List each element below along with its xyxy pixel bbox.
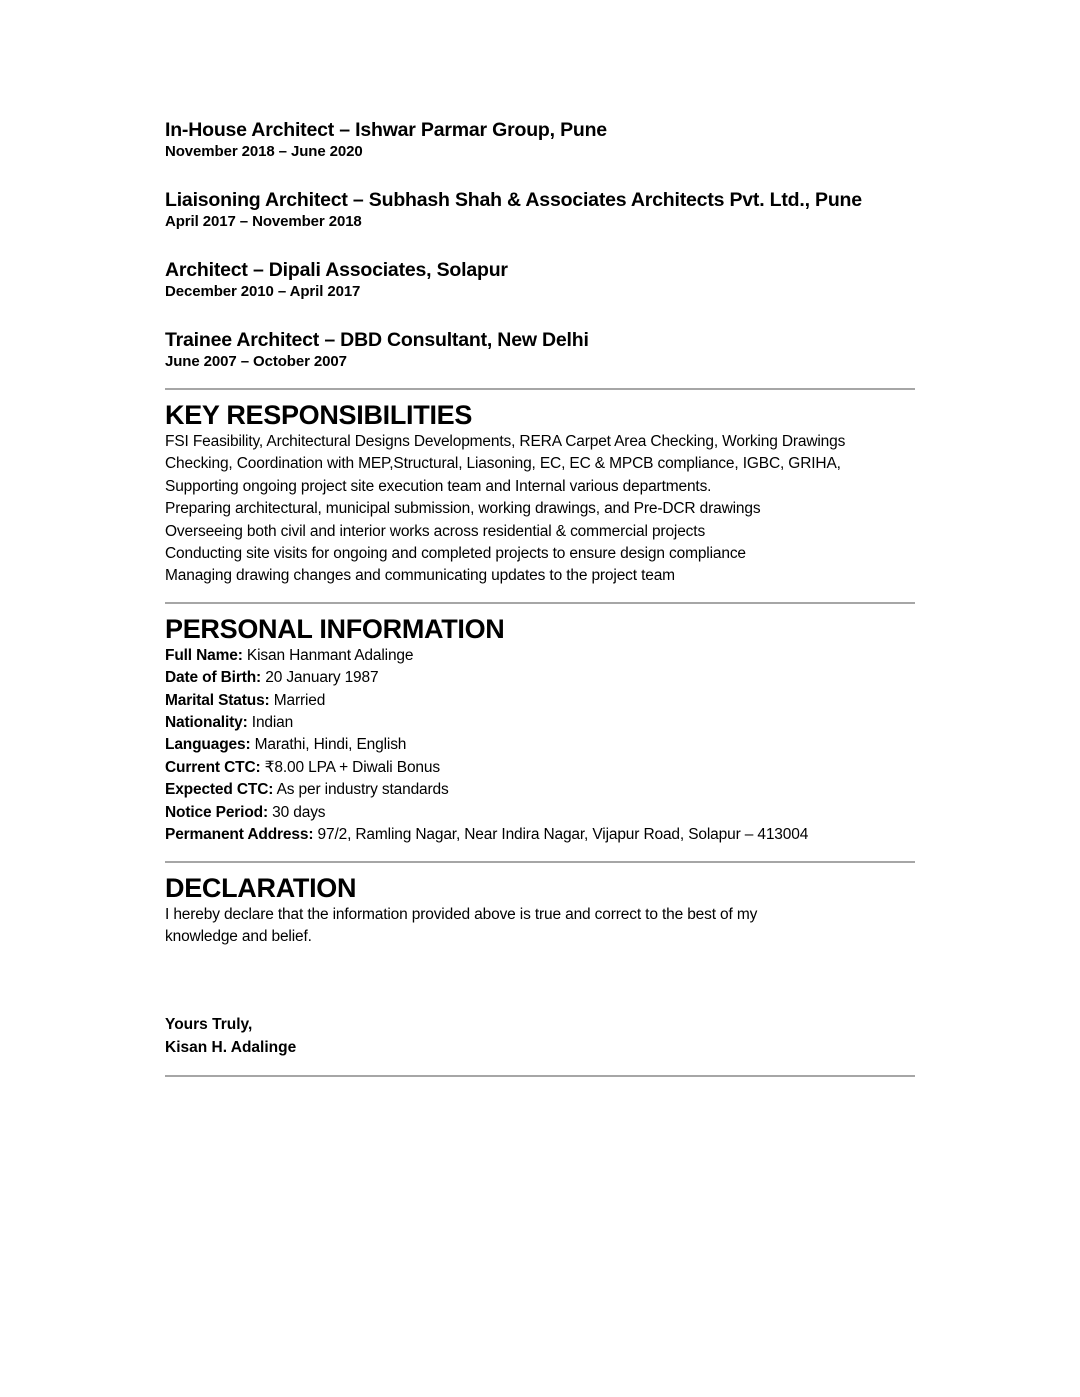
info-row-address <box>165 824 915 846</box>
responsibility-line: Supporting ongoing project site execution team and Internal various departments. <box>165 477 712 495</box>
info-value: Kisan Hanmant Adalinge <box>246 646 414 664</box>
responsibility-line: Overseeing both civil and interior works across residential & commercial projects <box>165 522 706 540</box>
responsibility-line: Preparing architectural, municipal submission, working drawings, and Pre-DCR drawings <box>165 500 761 518</box>
info-label: Current CTC: <box>165 758 261 776</box>
info-row-languages <box>165 734 915 756</box>
info-value: Indian <box>251 714 294 732</box>
section-heading: DECLARATION <box>165 872 357 903</box>
resume-content <box>165 118 915 1077</box>
responsibility-line: Conducting site visits for ongoing and completed projects to ensure design compliance <box>165 545 746 563</box>
closing-text: Yours Truly, <box>165 1016 253 1034</box>
section-heading: PERSONAL INFORMATION <box>165 613 505 644</box>
info-value: 30 days <box>272 803 326 821</box>
info-label: Languages: <box>165 736 251 754</box>
info-label: Date of Birth: <box>165 669 262 687</box>
job-dates: April 2017 – November 2018 <box>165 213 362 230</box>
experience-entry <box>165 118 915 162</box>
responsibility-line: FSI Feasibility, Architectural Designs Developments, RERA Carpet Area Checking, Working Drawings <box>165 433 846 450</box>
info-row-nationality <box>165 712 915 734</box>
info-label: Nationality: <box>165 714 248 732</box>
info-label: Permanent Address: <box>165 826 314 844</box>
responsibility-line: Managing drawing changes and communicating updates to the project team <box>165 567 675 585</box>
info-label: Notice Period: <box>165 803 268 821</box>
signature-name: Kisan H. Adalinge <box>165 1038 297 1056</box>
info-value: 97/2, Ramling Nagar, Near Indira Nagar, Vijapur Road, Solapur – 413004 <box>317 826 809 844</box>
job-dates: December 2010 – April 2017 <box>165 283 361 300</box>
info-label: Marital Status: <box>165 691 270 709</box>
responsibility-line: Checking, Coordination with MEP,Structural, Liasoning, EC, EC & MPCB compliance, IGBC, GRIHA, <box>165 455 841 473</box>
info-label: Expected CTC: <box>165 781 274 799</box>
declaration-line: knowledge and belief. <box>165 927 312 945</box>
job-title: Trainee Architect – DBD Consultant, New Delhi <box>165 329 589 351</box>
info-value: Marathi, Hindi, English <box>254 736 407 754</box>
experience-entry <box>165 188 915 232</box>
job-title: Liaisoning Architect – Subhash Shah & Associates Architects Pvt. Ltd., Pune <box>165 189 862 211</box>
info-row-full-name <box>165 645 915 667</box>
personal-info-section <box>165 613 915 847</box>
info-row-notice-period <box>165 802 915 824</box>
info-row-marital-status <box>165 690 915 712</box>
info-value: 20 January 1987 <box>265 669 379 687</box>
section-divider <box>165 861 915 863</box>
declaration-line: I hereby declare that the information provided above is true and correct to the best of my <box>165 905 758 923</box>
declaration-section <box>165 872 915 1060</box>
section-divider <box>165 388 915 390</box>
job-dates: June 2007 – October 2007 <box>165 353 347 370</box>
experience-entry <box>165 328 915 372</box>
responsibilities-section <box>165 399 915 588</box>
info-value: ₹8.00 LPA + Diwali Bonus <box>264 758 440 776</box>
job-title: Architect – Dipali Associates, Solapur <box>165 259 508 281</box>
section-heading: KEY RESPONSIBILITIES <box>165 400 473 430</box>
section-divider <box>165 602 915 604</box>
info-value: Married <box>273 691 326 709</box>
job-title: In-House Architect – Ishwar Parmar Group, Pune <box>165 119 607 141</box>
info-row-current-ctc <box>165 757 915 779</box>
info-row-expected-ctc <box>165 779 915 801</box>
info-row-dob <box>165 667 915 689</box>
experience-entry <box>165 258 915 302</box>
info-label: Full Name: <box>165 646 243 664</box>
info-value: As per industry standards <box>276 781 449 799</box>
job-dates: November 2018 – June 2020 <box>165 143 363 160</box>
section-divider <box>165 1075 915 1077</box>
